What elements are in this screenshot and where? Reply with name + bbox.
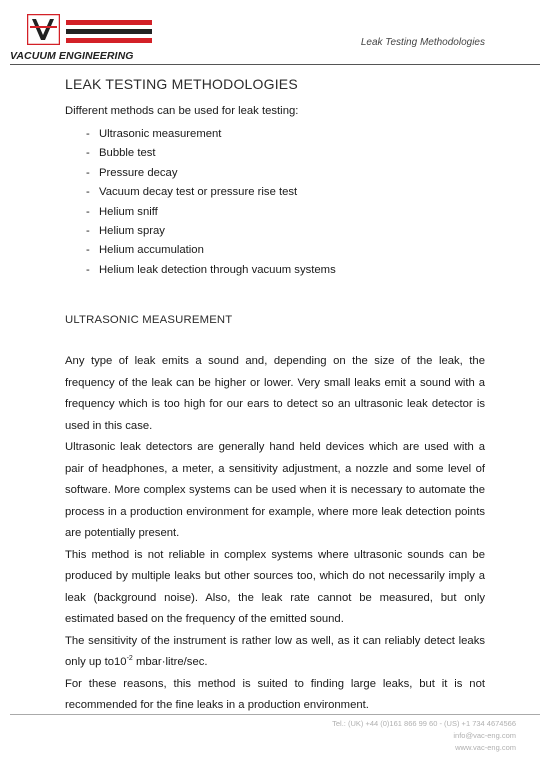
list-dash: - <box>86 128 90 140</box>
paragraph: For these reasons, this method is suited to finding large leaks, but it is not recommended for the fine leaks in a production environment. <box>65 677 485 712</box>
list-item <box>65 144 485 163</box>
page-title: LEAK TESTING METHODOLOGIES <box>65 76 298 92</box>
vacuum-engineering-logo-mark <box>27 14 60 45</box>
list-item-text: Pressure decay <box>99 166 178 179</box>
footer-website[interactable]: www.vac-eng.com <box>455 743 516 752</box>
list-dash: - <box>86 186 90 199</box>
running-head: Leak Testing Methodologies <box>360 37 485 48</box>
footer-email[interactable]: info@vac-eng.com <box>453 731 516 740</box>
list-dash: - <box>86 225 90 238</box>
list-dash: - <box>86 244 90 257</box>
logo-wordmark: VACUUM ENGINEERING <box>10 50 134 62</box>
list-item <box>65 125 485 144</box>
footer-phone: Tel.: (UK) +44 (0)161 866 99 60 - (US) +1 734 4674566 <box>332 719 516 728</box>
list-item-text: Helium spray <box>99 225 165 238</box>
list-dash: - <box>86 205 90 218</box>
list-dash: - <box>86 263 90 276</box>
list-dash: - <box>86 166 90 179</box>
list-item-text: Helium sniff <box>99 205 158 218</box>
logo-stripes <box>66 20 152 44</box>
paragraph: This method is not reliable in complex systems where ultrasonic sounds can be produced by multiple leaks but other sources too, which do not necessarily imply a leak (background noise). Also, the leak rate cannot be measured, but only estimated based on the frequency of the emitted sound. <box>65 548 485 626</box>
page-footer <box>332 718 516 754</box>
sensitivity-exponent: -2 <box>126 655 133 663</box>
list-item-text: Bubble test <box>99 147 156 160</box>
list-item <box>65 241 485 260</box>
sensitivity-unit: mbar·litre/sec. <box>132 656 208 669</box>
page-content <box>65 76 485 717</box>
paragraph: Any type of leak emits a sound and, depending on the size of the leak, the frequency of the leak can be higher or lower. Very small leaks emit a sound with a frequency which is too high for our ears to detect so an ultrasonic leak detector is used in this case. <box>65 355 485 432</box>
intro-text: Different methods can be used for leak testing: <box>65 105 299 117</box>
sensitivity-base: 10 <box>114 656 127 669</box>
list-item <box>65 183 485 202</box>
list-item <box>65 164 485 183</box>
list-item-text: Ultrasonic measurement <box>99 128 222 140</box>
company-logo <box>10 14 150 64</box>
list-item-text: Vacuum decay test or pressure rise test <box>99 186 298 199</box>
list-dash: - <box>86 147 90 160</box>
list-item-text: Helium leak detection through vacuum systems <box>99 263 336 276</box>
paragraph: Ultrasonic leak detectors are generally hand held devices which are used with a pair of headphones, a meter, a sensitivity adjustment, a nozzle and some level of software. More complex systems can be used when it is necessary to automate the process in a production environment for example, where more leak detection points are potentially present. <box>65 441 485 540</box>
header-divider <box>10 64 540 65</box>
section-body <box>65 351 485 717</box>
page-header <box>0 0 550 68</box>
sensitivity-text: The sensitivity of the instrument is rather low as well, as it can reliably detect leaks only up to <box>65 634 485 669</box>
footer-divider <box>10 714 540 715</box>
list-item <box>65 222 485 241</box>
list-item <box>65 261 485 280</box>
list-item-text: Helium accumulation <box>99 244 204 257</box>
sensitivity-paragraph <box>65 631 485 674</box>
methods-list <box>65 125 485 280</box>
list-item <box>65 203 485 222</box>
section-heading: ULTRASONIC MEASUREMENT <box>65 314 233 327</box>
